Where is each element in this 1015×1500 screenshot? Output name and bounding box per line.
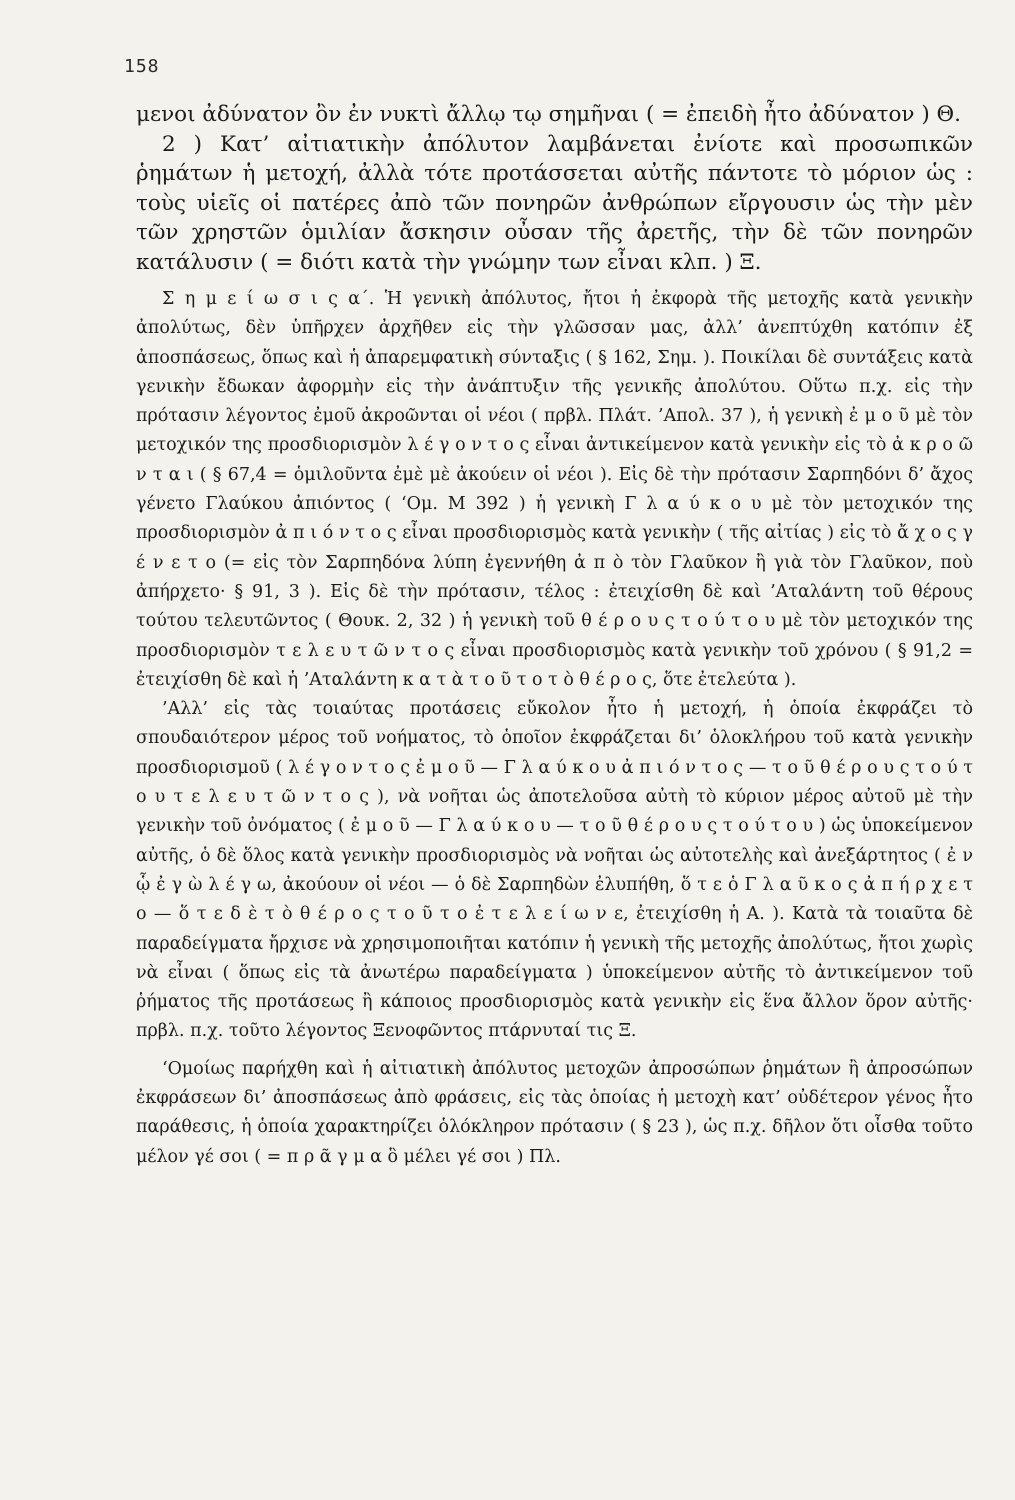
paragraph-rule-2: 2 ) Κατ’ αἰτιατικὴν ἀπόλυτον λαμβάνεται ἐνίοτε καὶ προσωπικῶν ῥημάτων ἡ μετοχή, ἀλλὰ τότε προτάσσεται αὐτῆς πάντοτε τὸ μόριον ὡς : τοὺς υἱεῖς οἱ πατέρες ἀπὸ τῶν πονηρῶν ἀνθρώπων εἴργουσιν ὡς τὴν μὲν τῶν χρηστῶν ὁμιλίαν ἄσκησιν οὖσαν τῆς ἀρετῆς, τὴν δὲ τῶν πονηρῶν κατάλυσιν ( = διότι κατὰ τὴν γνώμην των εἶναι κλπ. ) Ξ. — [136, 131, 973, 275]
paragraph-explanation: ’Αλλ’ εἰς τὰς τοιαύτας προτάσεις εὔκολον ἦτο ἡ μετοχή, ἡ ὁποία ἐκφράζει τὸ σπουδαιότερον μέρος τοῦ νοήματος, τὸ ὁποῖον ἐκφράζεται δι’ ὁλοκλήρου τοῦ κατὰ γενικὴν προσδιορισμοῦ ( λ έ γ ο ν τ ο ς ἐ μ ο ῦ — Γ λ α ύ κ ο υ ἀ π ι ό ν τ ο ς — τ ο ῦ θ έ ρ ο υ ς τ ο ύ τ ο υ τ ε λ ε υ τ ῶ ν τ ο ς ), νὰ νοῆται ὡς ἀποτελοῦσα αὐτὴ τὸ κύριον μέρος αὐτοῦ μὲ τὴν γενικὴν τοῦ ὀνόματος ( ἐ μ ο ῦ — Γ λ α ύ κ ο υ — τ ο ῦ θ έ ρ ο υ ς τ ο ύ τ ο υ ) ὡς ὑποκείμενον αὐτῆς, ὁ δὲ ὅλος κατὰ γενικὴν προσδιορισμὸς νὰ νοῆται ὡς αὐτοτελὴς καὶ ἀνεξάρτητος ( ἐ ν ᾧ ἐ γ ὼ λ έ γ ω, ἀκούουν οἱ νέοι — ὁ δὲ Σαρπηδὼν ἐλυπήθη, ὅ τ ε ὁ Γ λ α ῦ κ ο ς ἀ π ή ρ χ ε τ ο — ὅ τ ε δ ὲ τ ὸ θ έ ρ ο ς τ ο ῦ τ ο ἐ τ ε λ ε ί ω ν ε, ἐτειχίσθη ἡ Α. ). Κατὰ τὰ τοιαῦτα δὲ παραδείγματα ἤρχισε νὰ χρησιμοποιῆται κατόπιν ἡ γενικὴ τῆς μετοχῆς ἀπολύτως, ἤτοι χωρὶς νὰ εἶναι ( ὅπως εἰς τὰ ἀνωτέρω παραδείγματα ) ὑποκείμενον αὐτῆς τὸ ἀντικείμενον τοῦ ῥήματος τῆς προτάσεως ἢ κάποιος προσδιορισμὸς κατὰ γενικὴν εἰς ἕνα ἄλλον ὅρον αὐτῆς· πρβλ. π.χ. τοῦτο λέγοντος Ξενοφῶντος πτάρνυταί τις Ξ. — [136, 699, 973, 1042]
paragraph-accusative: ‘Ομοίως παρήχθη καὶ ἡ αἰτιατικὴ ἀπόλυτος μετοχῶν ἀπροσώπων ῥημάτων ἢ ἀπροσώπων ἐκφράσεων δι’ ἀποσπάσεως ἀπὸ φράσεις, εἰς τὰς ὁποίας ἡ μετοχὴ κατ’ οὐδέτερον γένος ἦτο παράθεσις, ἡ ὁποία χαρακτηρίζει ὁλόκληρον πρότασιν ( § 23 ), ὡς π.χ. δῆλον ὅτι οἶσθα τοῦτο μέλον γέ σοι ( = π ρ ᾶ γ μ α ὃ μέλει γέ σοι ) Πλ. — [136, 1058, 973, 1167]
paragraph-note-a: Σ η μ ε ί ω σ ι ς α΄. Ἡ γενικὴ ἀπόλυτος, ἤτοι ἡ ἐκφορὰ τῆς μετοχῆς κατὰ γενικὴν ἀπολύτως, δὲν ὑπῆρχεν ἀρχῆθεν εἰς τὴν γλῶσσαν μας, ἀλλ’ ἀνεπτύχθη κατόπιν ἐξ ἀποσπάσεως, ὅπως καὶ ἡ ἀπαρεμφατικὴ σύνταξις ( § 162, Σημ. ). Ποικίλαι δὲ συντάξεις κατὰ γενικὴν ἔδωκαν ἀφορμὴν εἰς τὴν ἀνάπτυξιν τῆς γενικῆς ἀπολύτου. Οὕτω π.χ. εἰς τὴν πρότασιν λέγοντος ἐμοῦ ἀκροῶνται οἱ νέοι ( πρβλ. Πλάτ. ’Απολ. 37 ), ἡ γενικὴ ἐ μ ο ῦ μὲ τὸν μετοχικόν της προσδιορισμὸν λ έ γ ο ν τ ο ς εἶναι ἀντικείμενον κατὰ γενικὴν εἰς τὸ ἀ κ ρ ο ῶ ν τ α ι ( § 67,4 = ὁμιλοῦντα ἐμὲ μὲ ἀκούειν οἱ νέοι ). Εἰς δὲ τὴν πρότασιν Σαρπηδόνι δ’ ἄχος γένετο Γλαύκου ἀπιόντος ( ‘Ομ. Μ 392 ) ἡ γενικὴ Γ λ α ύ κ ο υ μὲ τὸν μετοχικόν της προσδιορισμὸν ἀ π ι ό ν τ ο ς εἶναι προσδιορισμὸς κατὰ γενικὴν ( τῆς αἰτίας ) εἰς τὸ ἄ χ ο ς γ έ ν ε τ ο (= εἰς τὸν Σαρπηδόνα λύπη ἐγεννήθη ἀ π ὸ τὸν Γλαῦκον ἢ γιὰ τὸν Γλαῦκον, ποὺ ἀπήρχετο· § 91, 3 ). Εἰς δὲ τὴν πρότασιν, τέλος : ἐτειχίσθη δὲ καὶ ’Αταλάντη τοῦ θέρους τούτου τελευτῶντος ( Θουκ. 2, 32 ) ἡ γενικὴ τοῦ θ έ ρ ο υ ς τ ο ύ τ ο υ μὲ τὸν μετοχικόν της προσδιορισμὸν τ ε λ ε υ τ ῶ ν τ ο ς εἶναι προσδιορισμὸς κατὰ γενικὴν τοῦ χρόνου ( § 91,2 = ἐτειχίσθη δὲ καὶ ἡ ’Αταλάντη κ α τ ὰ τ ο ῦ τ ο τ ὸ θ έ ρ ο ς, ὅτε ἐτελεύτα ). — [136, 289, 973, 690]
text-body — [136, 100, 973, 1172]
spacer — [136, 277, 973, 285]
paragraph-continuation: μενοι ἀδύνατον ὂν ἐν νυκτὶ ἄλλῳ τῳ σημῆναι ( = ἐπειδὴ ἦτο ἀδύνατον ) Θ. — [136, 102, 962, 127]
spacer — [136, 1047, 973, 1055]
page-number: 158 — [124, 56, 160, 77]
